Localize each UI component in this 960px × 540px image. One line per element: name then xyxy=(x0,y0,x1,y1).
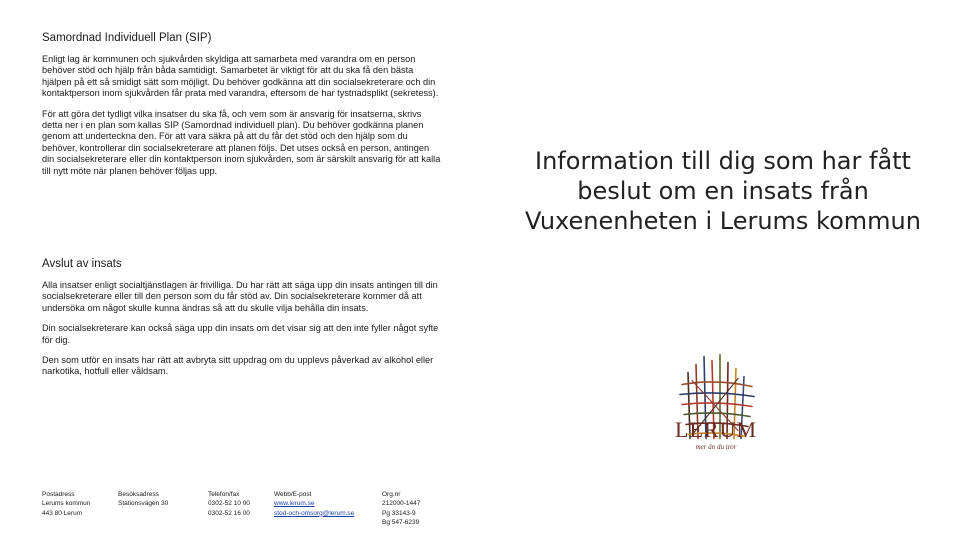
footer-pg: Pg 33143-9 xyxy=(382,509,416,517)
footer-bg: Bg 547-6239 xyxy=(382,519,420,527)
footer-phone-label: Telefon/fax xyxy=(208,491,240,498)
footer-phone-number: 0302-52 10 00 xyxy=(208,500,250,508)
footer-org xyxy=(382,490,420,528)
footer-email-link[interactable]: stod-och-omsorg@lerum.se xyxy=(274,509,355,517)
footer-web-link[interactable]: www.lerum.se xyxy=(274,500,315,508)
footer-web xyxy=(274,490,354,518)
avslut-paragraph-2: Din socialsekreterare kan också säga upp din insats om det visar sig att den inte fyller något syfte för dig. xyxy=(42,323,439,345)
footer-phone xyxy=(208,490,250,518)
footer-postal xyxy=(42,490,90,518)
footer-org-label: Org.nr xyxy=(382,491,401,498)
footer-postal-line-1: Lerums kommun xyxy=(42,500,91,508)
sip-section xyxy=(42,32,442,186)
footer-postal-line-2: 443 80 Lerum xyxy=(42,509,83,517)
footer-org-number: 212000-1447 xyxy=(382,500,421,508)
avslut-section xyxy=(42,258,442,387)
footer-postal-label: Postadress xyxy=(42,491,75,498)
footer-visit-line-1: Stationsvägen 30 xyxy=(118,500,169,508)
footer-web-label: Webb/E-post xyxy=(274,491,312,498)
sip-paragraph-1: Enligt lag är kommunen och sjukvården skyldiga att samarbeta med varandra om en person behöver stöd och hjälp från båda samtidigt. Samarbetet är viktigt för att du ska få den bästa hjälpen på ett så smidigt sätt som möjligt. Du behöver godkänna att din socialsekreterare och din kontaktperson inom sjukvården får prata med varandra, eftersom de har tystnadsplikt (sekretess). xyxy=(42,54,439,99)
page-title: Information till dig som har fått beslut om en insats från Vuxenenheten i Lerums kommun xyxy=(525,147,921,235)
sip-paragraph-2: För att göra det tydligt vilka insatser du ska få, och vem som är ansvarig för insatserna, skrivs detta ner i en plan som kallas SIP (Samordnad individuell plan). Du behöver godkänna planen genom att underteckna den. För att vara säkra på att du får det stöd och den hjälp som du behöver, kontrollerar din socialsekreterare att planen följs. Det utses också en person, antingen din socialsekreterare eller din kontaktperson inom sjukvården, som är särskilt ansvarig för att kalla till nytt möte när planen behöver följas upp. xyxy=(42,108,441,176)
avslut-paragraph-3: Den som utför en insats har rätt att avbryta sitt uppdrag om du upplevs påverkad av alkohol eller narkotika, hotfull eller våldsam. xyxy=(42,355,434,377)
avslut-paragraph-1: Alla insatser enligt socialtjänstlagen är frivilliga. Du har rätt att säga upp din insats antingen till din socialsekreterare eller till den person som du får stöd av. Din socialsekreterare kommer då att undersöka om något skulle kunna ändras så att du skulle vilja behålla din insats. xyxy=(42,280,438,313)
footer-visit-label: Besöksadress xyxy=(118,491,159,498)
footer-visit xyxy=(118,490,168,509)
footer-fax-number: 0302-52 16 00 xyxy=(208,509,250,517)
lerum-logo-wordmark: LERUM xyxy=(675,417,757,442)
sip-heading: Samordnad Individuell Plan (SIP) xyxy=(42,32,212,44)
lerum-logo-tagline: mer än du tror xyxy=(695,443,737,451)
avslut-heading: Avslut av insats xyxy=(42,258,122,270)
